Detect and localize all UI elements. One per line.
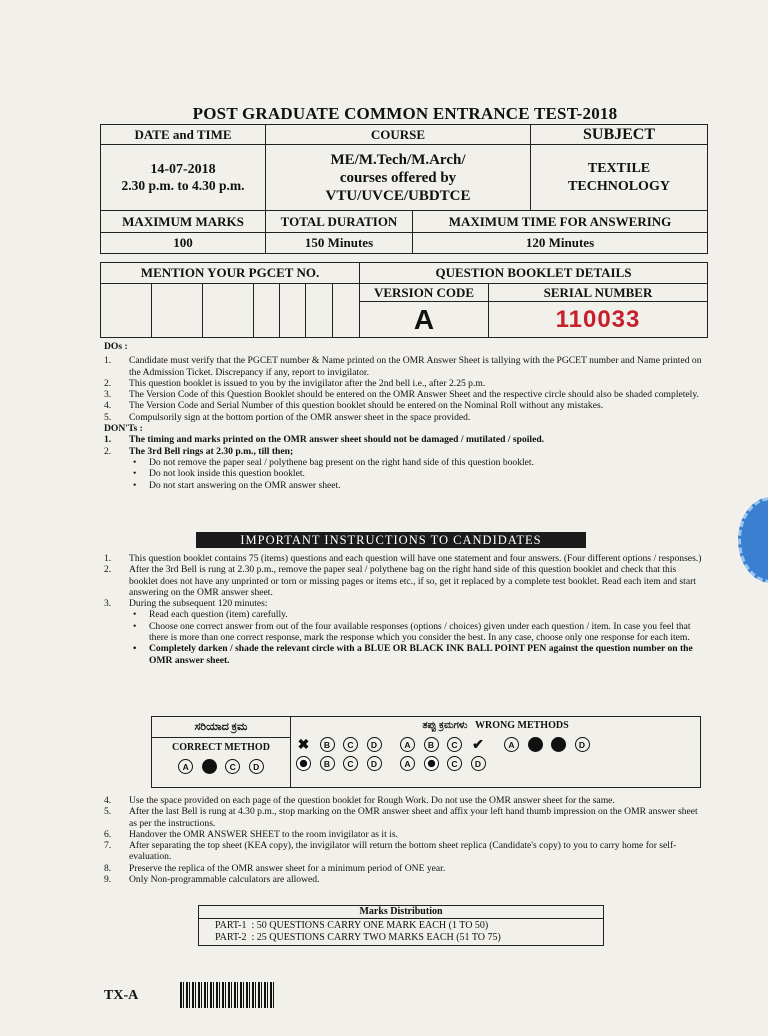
bubble-c: C	[225, 759, 240, 774]
bubble-a: A	[178, 759, 193, 774]
bubble-d: D	[249, 759, 264, 774]
max-marks-value: 100	[101, 233, 266, 254]
list-item	[104, 829, 704, 840]
item-text: During the subsequent 120 minutes:	[129, 598, 268, 610]
serial-number-label: SERIAL NUMBER	[489, 284, 708, 302]
wrong-methods-header	[291, 717, 701, 788]
marking-method-table	[151, 716, 701, 788]
item-number: 9.	[104, 874, 112, 886]
bullet-icon: •	[133, 456, 137, 468]
bullet-item	[129, 621, 704, 644]
version-code-label: VERSION CODE	[360, 284, 489, 302]
bubble-d: D	[471, 756, 486, 771]
course-line: courses offered by	[339, 169, 457, 186]
subject-value	[531, 145, 708, 211]
list-item	[104, 874, 704, 885]
donts-heading: DON'Ts :	[104, 423, 143, 435]
list-item	[104, 434, 704, 445]
bullet-item	[129, 609, 704, 620]
bubble-a: A	[504, 737, 519, 752]
pgcet-digit-box[interactable]	[203, 284, 254, 338]
list-item	[104, 389, 704, 400]
item-text: After separating the top sheet (KEA copy), the invigilator will return the bottom sheet replica (Candidate's copy) to you to carry home for self-evaluation.	[129, 840, 677, 863]
bullet-item	[129, 480, 704, 491]
dos-section	[104, 341, 704, 491]
bubble-c: C	[343, 756, 358, 771]
instructions-section	[104, 553, 704, 666]
list-item	[104, 598, 704, 609]
list-item	[104, 863, 704, 874]
marks-part-1	[199, 919, 603, 932]
pgcet-digit-box[interactable]	[306, 284, 333, 338]
item-text: Only Non-programmable calculators are allowed.	[129, 874, 320, 886]
registration-table	[100, 262, 708, 338]
bullet-icon: •	[133, 609, 137, 621]
list-item	[104, 446, 704, 457]
item-number: 4.	[104, 400, 112, 412]
check-mark-bubble-icon: ✔	[472, 736, 484, 752]
item-text: Handover the OMR ANSWER SHEET to the room invigilator as it is.	[129, 828, 398, 840]
item-text: This question booklet is issued to you by the invigilator after the 2nd bell i.e., after 2.25 p.m.	[129, 377, 486, 389]
item-number: 2.	[104, 377, 112, 389]
footer-code: TX-A	[104, 988, 139, 1003]
filled-bubble-icon	[551, 737, 566, 752]
item-number: 5.	[104, 806, 112, 818]
item-text: After the last Bell is rung at 4.30 p.m., stop marking on the OMR answer sheet and affix your left hand thumb impression on the OMR answer sheet as per the instructions.	[129, 806, 698, 829]
wrong-methods-kannada: ತಪ್ಪು ಕ್ರಮಗಳು	[422, 720, 468, 731]
marks-distribution-box	[198, 905, 604, 946]
subject-label: SUBJECT	[531, 125, 708, 145]
bubble-c: C	[447, 756, 462, 771]
pgcet-digit-box[interactable]	[333, 284, 360, 338]
pgcet-digit-box[interactable]	[254, 284, 280, 338]
bullet-icon: •	[133, 479, 137, 491]
page-title: POST GRADUATE COMMON ENTRANCE TEST-2018	[192, 104, 618, 123]
bullet-text: Do not look inside this question booklet.	[149, 468, 305, 480]
pgcet-label: MENTION YOUR PGCET NO.	[101, 263, 360, 284]
seal-sticker-icon	[738, 497, 768, 583]
marks-distribution-heading: Marks Distribution	[199, 906, 603, 919]
bubble-b: B	[320, 737, 335, 752]
pgcet-digit-box[interactable]	[280, 284, 306, 338]
item-text: The timing and marks printed on the OMR answer sheet should not be damaged / mutilated / spoiled.	[129, 434, 545, 446]
list-item	[104, 400, 704, 411]
bubble-d: D	[367, 756, 382, 771]
dos-heading: DOs :	[104, 341, 128, 352]
bullet-text: Read each question (item) carefully.	[149, 609, 288, 621]
subject-line: TECHNOLOGY	[568, 178, 670, 194]
date-time-label: DATE and TIME	[101, 125, 266, 145]
wrong-methods-label: WRONG METHODS	[475, 720, 569, 731]
date-time-value	[101, 145, 266, 211]
bullet-item	[129, 468, 704, 479]
item-text: The 3rd Bell rings at 2.30 p.m., till then;	[129, 445, 294, 457]
partial-bubble-icon	[424, 756, 439, 771]
bubble-b: B	[320, 756, 335, 771]
bubble-d: D	[367, 737, 382, 752]
item-text: Use the space provided on each page of the question booklet for Rough Work. Do not use the OMR answer sheet for the same.	[129, 795, 615, 806]
item-number: 3.	[104, 389, 112, 401]
partial-bubble-icon	[296, 756, 311, 771]
correct-method-kannada: ಸರಿಯಾದ ಕ್ರಮ	[152, 717, 291, 738]
part-text: : 50 QUESTIONS CARRY ONE MARK EACH (1 TO 50)	[251, 920, 489, 931]
item-number: 8.	[104, 862, 112, 874]
item-number: 5.	[104, 411, 112, 423]
part-label: PART-2	[215, 932, 247, 943]
item-text: Preserve the replica of the OMR answer sheet for a minimum period of ONE year.	[129, 862, 446, 874]
instructions-banner: IMPORTANT INSTRUCTIONS TO CANDIDATES	[196, 532, 586, 548]
bubble-c: C	[343, 737, 358, 752]
list-item	[104, 378, 704, 389]
item-number: 3.	[104, 598, 112, 610]
bullet-item	[129, 457, 704, 468]
exam-time: 2.30 p.m. to 4.30 p.m.	[121, 177, 245, 193]
list-item	[104, 564, 704, 598]
bullet-text: Completely darken / shade the relevant circle with a BLUE OR BLACK INK BALL POINT PEN against the question number on the OMR answer sheet.	[149, 643, 693, 666]
list-item	[104, 355, 704, 378]
correct-method-label: CORRECT METHOD	[172, 742, 270, 753]
list-item	[104, 412, 704, 423]
item-text: Compulsorily sign at the bottom portion of the OMR answer sheet in the space provided.	[129, 411, 471, 423]
item-number: 6.	[104, 828, 112, 840]
item-number: 7.	[104, 840, 112, 852]
bullet-icon: •	[133, 468, 137, 480]
course-line: VTU/UVCE/UBDTCE	[325, 187, 471, 204]
course-label: COURSE	[266, 125, 531, 145]
course-value	[266, 145, 531, 211]
bubble-b: B	[424, 737, 439, 752]
bullet-text: Do not start answering on the OMR answer sheet.	[149, 479, 341, 491]
bullet-item	[129, 643, 704, 666]
barcode-icon	[180, 982, 276, 1008]
exam-date: 14-07-2018	[150, 161, 216, 177]
item-number: 1.	[104, 553, 112, 564]
serial-number-value: 110033	[489, 302, 708, 338]
part-label: PART-1	[215, 920, 247, 931]
item-number: 4.	[104, 795, 112, 806]
bubble-d: D	[575, 737, 590, 752]
item-number: 1.	[104, 434, 112, 446]
item-text: After the 3rd Bell is rung at 2.30 p.m., remove the paper seal / polythene bag on the right hand side of this question booklet and check that this booklet does not have any unprinted or torn or missing pages or items etc., if so, get it replaced by a complete test booklet. Read each item and start answering on the OMR answer sheet.	[129, 564, 696, 598]
max-time-label: MAXIMUM TIME FOR ANSWERING	[413, 211, 708, 233]
item-number: 2.	[104, 564, 112, 576]
correct-method-cell	[152, 738, 291, 788]
bubble-c: C	[447, 737, 462, 752]
bullet-icon: •	[133, 643, 137, 655]
item-text: The Version Code and Serial Number of this question booklet should be entered on the Nominal Roll without any mistakes.	[129, 400, 604, 412]
crossed-bubble-icon: ✖	[297, 736, 310, 752]
max-marks-label: MAXIMUM MARKS	[101, 211, 266, 233]
total-duration-value: 150 Minutes	[266, 233, 413, 254]
correct-method-example	[152, 759, 290, 774]
part-text: : 25 QUESTIONS CARRY TWO MARKS EACH (51 TO 75)	[251, 932, 501, 943]
bullet-icon: •	[133, 620, 137, 632]
total-duration-label: TOTAL DURATION	[266, 211, 413, 233]
wrong-methods-row-2	[291, 756, 700, 771]
version-code-value: A	[360, 302, 489, 338]
item-number: 2.	[104, 445, 112, 457]
marks-part-2	[199, 932, 603, 945]
item-number: 1.	[104, 355, 112, 367]
list-item	[104, 553, 704, 564]
bubble-a: A	[400, 756, 415, 771]
pgcet-digit-box[interactable]	[152, 284, 203, 338]
max-time-value: 120 Minutes	[413, 233, 708, 254]
list-item	[104, 806, 704, 829]
bullet-text: Choose one correct answer from out of the four available responses (options / choices) given under each question / item. In case you feel that there is more than one correct response, mark the response which you consider the best. In any case, choose only one response for each item.	[149, 620, 691, 644]
booklet-details-label: QUESTION BOOKLET DETAILS	[360, 263, 708, 284]
wrong-methods-row-1	[291, 737, 700, 752]
bubble-a: A	[400, 737, 415, 752]
subject-line: TEXTILE	[587, 160, 651, 176]
item-text: This question booklet contains 75 (items) questions and each question will have one statement and four answers. (Four different options / responses.)	[129, 553, 702, 564]
pgcet-digit-box[interactable]	[101, 284, 152, 338]
filled-bubble-icon	[528, 737, 543, 752]
list-item	[104, 840, 704, 863]
instructions-section-continued	[104, 795, 704, 885]
list-item	[104, 795, 704, 806]
bullet-text: Do not remove the paper seal / polythene bag present on the right hand side of this question booklet.	[149, 456, 534, 468]
item-text: Candidate must verify that the PGCET number & Name printed on the OMR Answer Sheet is tallying with the PGCET number and Name printed on the Admission Ticket. Discrepancy if any, report to invigilator.	[129, 355, 702, 378]
exam-details-table	[100, 124, 708, 254]
filled-bubble-icon	[202, 759, 217, 774]
item-text: The Version Code of this Question Booklet should be entered on the OMR Answer Sheet and the respective circle should also be shaded completely.	[129, 389, 699, 401]
course-line: ME/M.Tech/M.Arch/	[330, 151, 466, 168]
